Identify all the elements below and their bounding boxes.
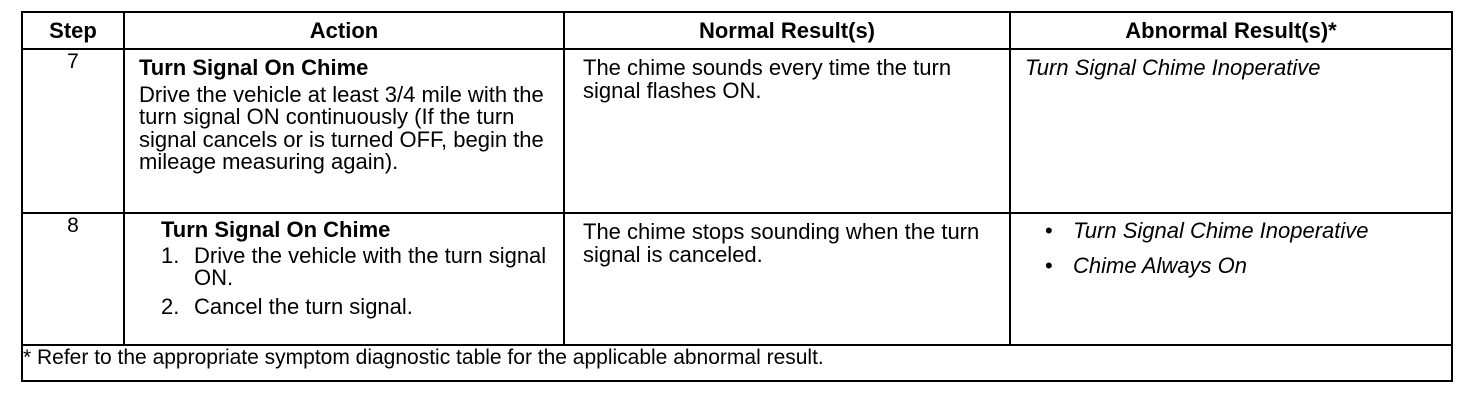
abnormal-results-list [1045,220,1443,277]
list-item-text: Chime Always On [1073,252,1248,278]
normal-result-text: The chime sounds every time the turn signal flashes ON. [583,55,952,103]
table-row [22,213,1452,345]
bullet-icon: • [1045,218,1053,243]
diagnostic-table [21,11,1453,382]
list-item-text: Cancel the turn signal. [194,293,413,319]
header-step: Step [22,12,124,49]
step-number: 7 [22,49,124,213]
header-action: Action [124,12,564,49]
normal-result-text: The chime stops sounding when the turn signal is canceled. [583,219,980,267]
list-item [1045,220,1443,243]
table-header-row [22,12,1452,49]
footnote-row [22,345,1452,381]
abnormal-result-cell [1010,49,1452,213]
list-item-text: Turn Signal Chime Inoperative [1073,218,1369,243]
list-item [1045,252,1443,278]
normal-result-cell [564,49,1010,213]
action-cell [124,49,564,213]
bullet-icon: • [1045,252,1053,278]
header-normal-results: Normal Result(s) [564,12,1010,49]
list-item [161,242,555,290]
table-row [22,49,1452,213]
normal-result-cell [564,213,1010,345]
list-item [161,293,555,319]
action-title: Turn Signal On Chime [161,217,391,242]
step-number: 8 [22,213,124,345]
abnormal-result-text: Turn Signal Chime Inoperative [1025,55,1321,80]
list-item-number: 2. [161,293,180,319]
list-item-number: 1. [161,242,180,268]
action-text: Drive the vehicle at least 3/4 mile with the turn signal ON continuously (If the turn signal cancels or is turned OFF, begin the mileage measuring again). [139,81,544,174]
action-title: Turn Signal On Chime [139,55,369,80]
list-item-text: Drive the vehicle with the turn signal ON. [194,242,547,290]
diagnostic-table-container [21,11,1451,393]
action-steps-list [161,242,555,319]
footnote: * Refer to the appropriate symptom diagnostic table for the applicable abnormal result. [22,345,1452,381]
header-abnormal-results: Abnormal Result(s)* [1010,12,1452,49]
abnormal-result-cell [1010,213,1452,345]
action-cell [124,213,564,345]
